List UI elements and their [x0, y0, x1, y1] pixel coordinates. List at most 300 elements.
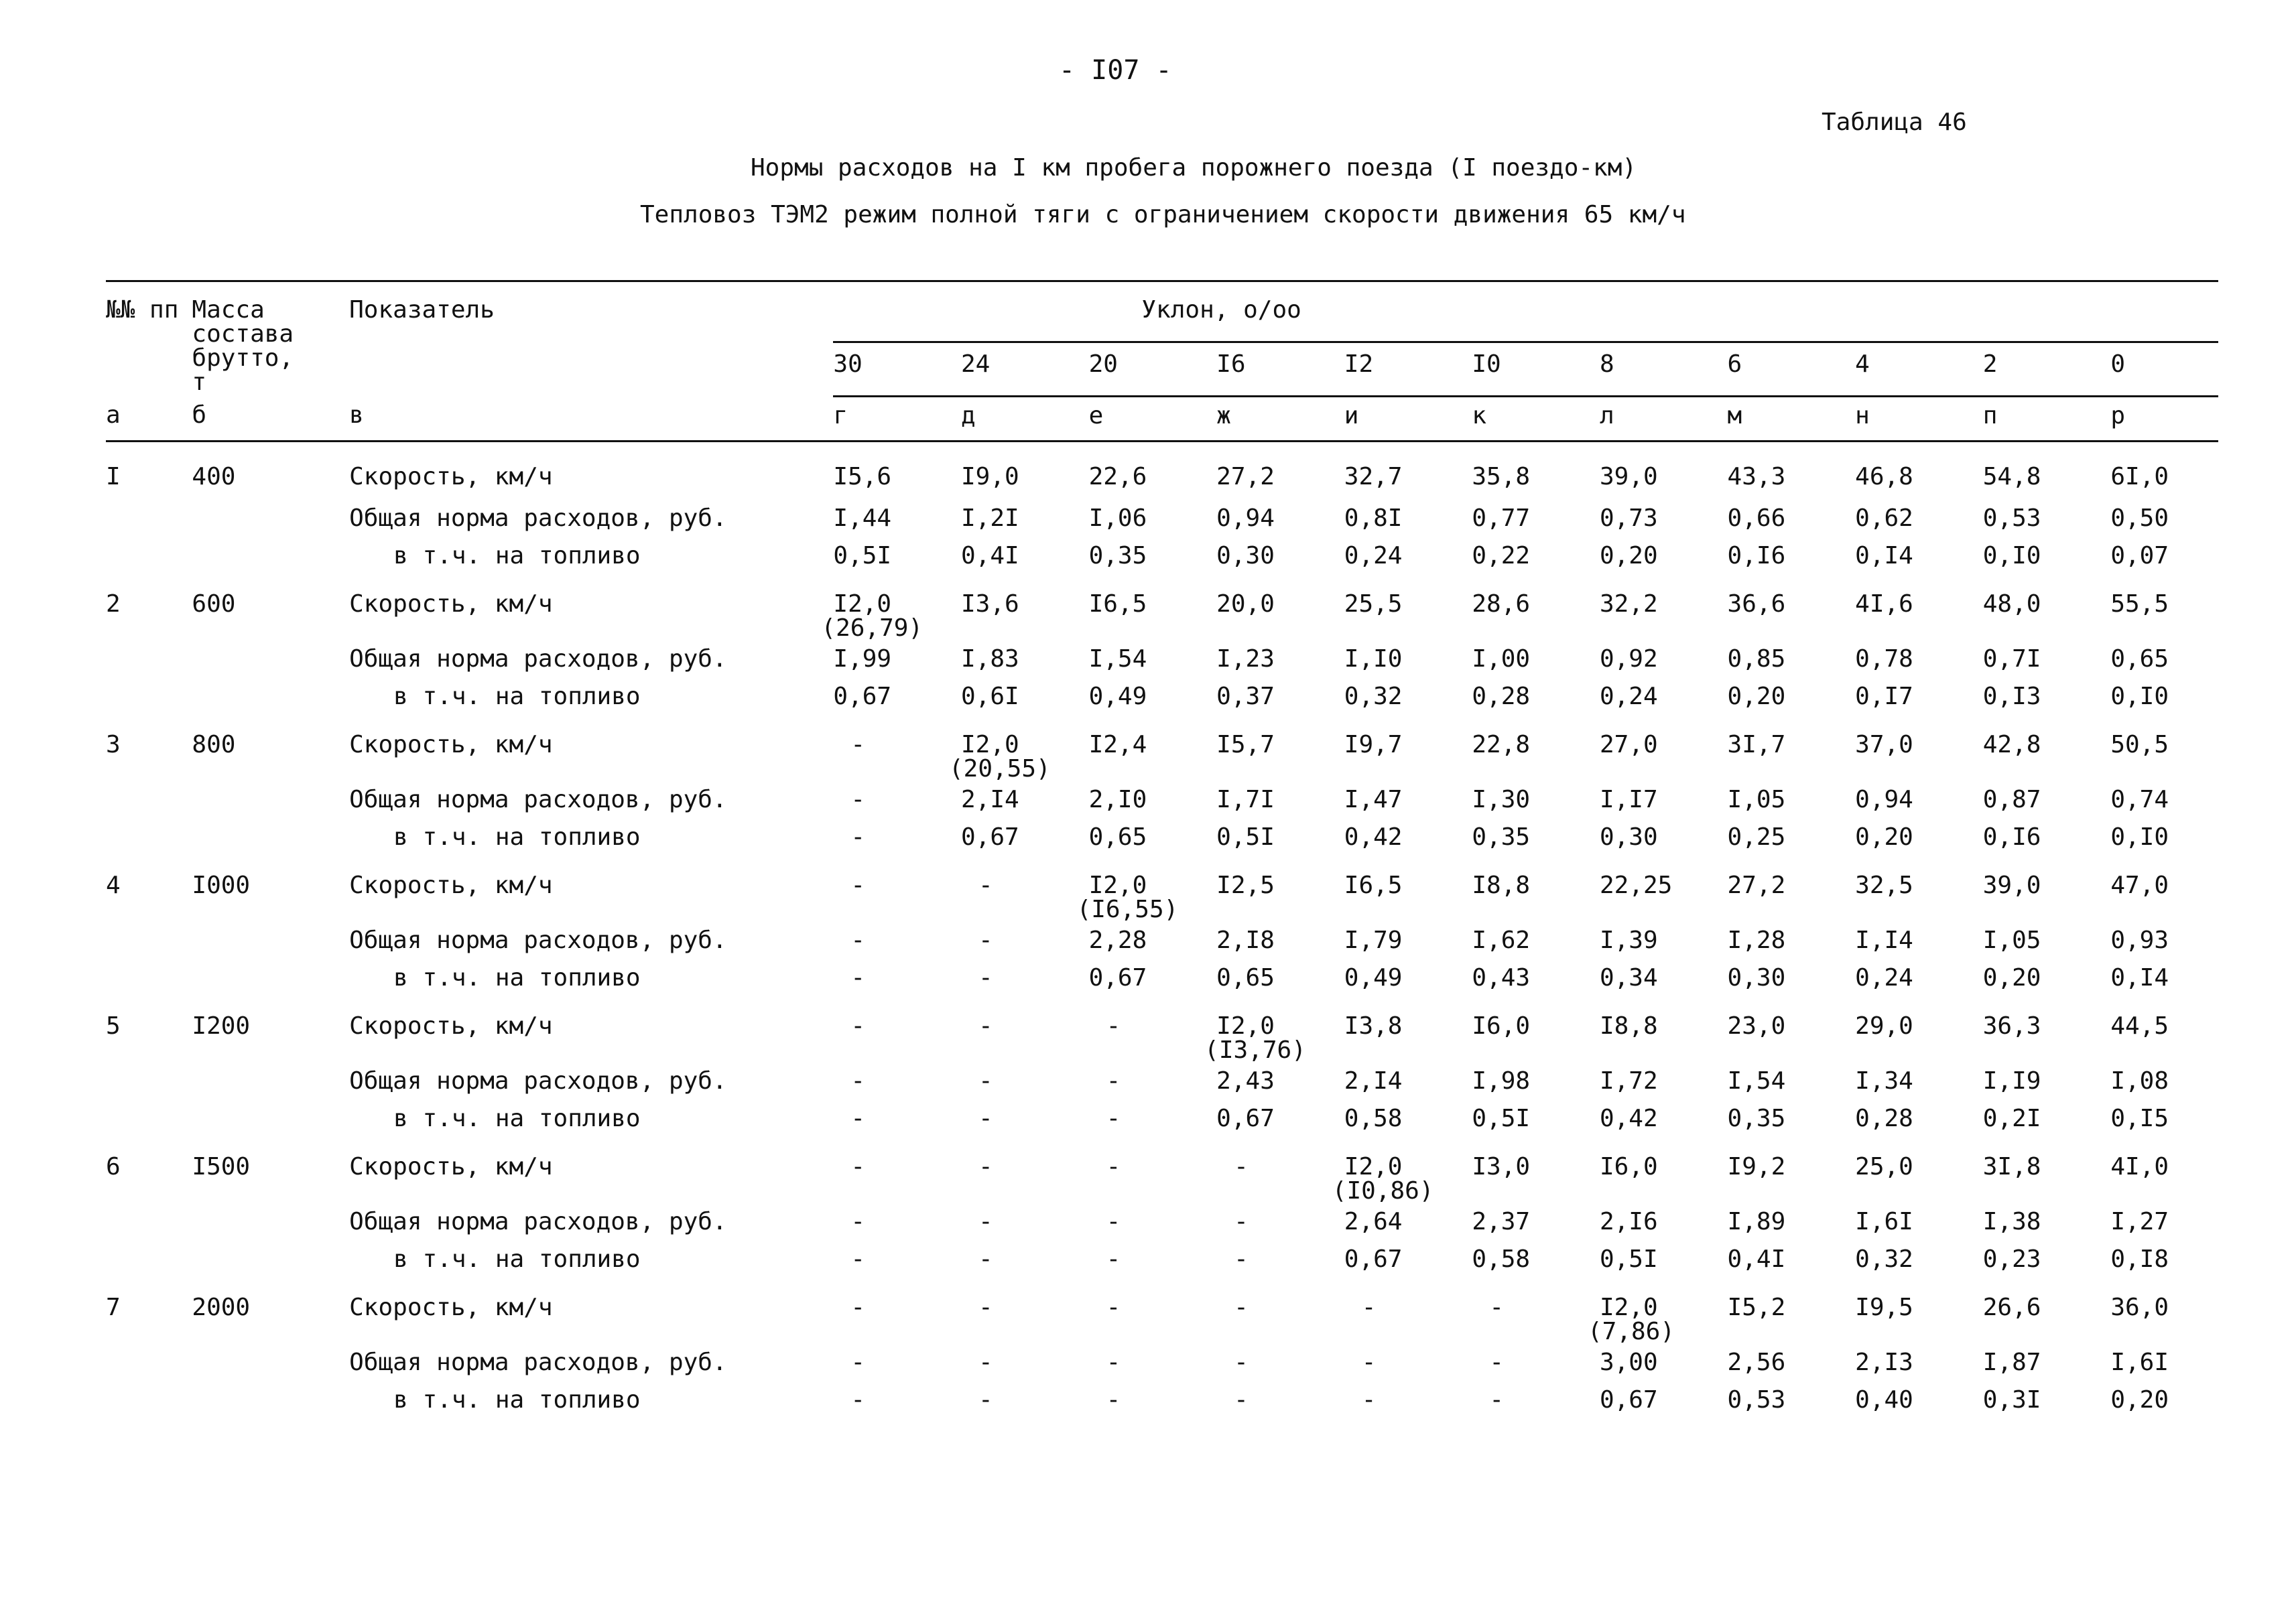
mass-cell: 800 — [192, 731, 236, 758]
table-row-fuel — [106, 537, 2218, 575]
speed-value-cell — [821, 575, 961, 642]
fuel-value-cell: 0,I5 — [2110, 1105, 2169, 1132]
speed-value-cell — [1728, 716, 1856, 781]
total-value-cell: - — [1234, 1208, 1249, 1235]
total-value-cell: - — [978, 927, 993, 954]
total-value-cell: - — [1361, 1349, 1377, 1376]
row-number-cell: 3 — [106, 731, 121, 758]
speed-value: 43,3 — [1727, 463, 1786, 490]
speed-value: I5,2 — [1727, 1294, 1786, 1321]
total-value-cell: - — [850, 786, 866, 813]
total-value-cell: I,6I — [2110, 1349, 2169, 1376]
fuel-value-cell: 0,2I — [1982, 1105, 2041, 1132]
speed-value-cell — [1344, 997, 1472, 1063]
total-value-cell: I,83 — [960, 645, 1019, 673]
mass-cell: I200 — [192, 1012, 251, 1040]
empty-cell — [106, 922, 192, 959]
total-value-cell: 0,94 — [1855, 786, 1913, 813]
total-value-cell: 2,56 — [1727, 1349, 1786, 1376]
speed-value: 25,5 — [1344, 590, 1403, 618]
header-mass-text: Масса состава брутто, т — [192, 296, 294, 396]
speed-value-cell — [1983, 575, 2111, 640]
fuel-value-cell: 0,4I — [1727, 1245, 1786, 1273]
mass-cell: I500 — [192, 1153, 251, 1180]
speed-value-cell — [1472, 856, 1600, 922]
speed-value: I9,0 — [960, 463, 1019, 490]
speed-value: I2,0 — [960, 731, 1019, 758]
speed-value-cell — [961, 575, 1089, 640]
speed-value: I3,0 — [1472, 1153, 1531, 1180]
speed-value-cell — [1332, 1138, 1472, 1205]
total-value-cell: I,7I — [1216, 786, 1275, 813]
speed-value-cell — [2110, 997, 2218, 1063]
column-letter-cell: д — [961, 397, 1089, 442]
fuel-value-cell: 0,35 — [1088, 542, 1147, 569]
slope-header-cell: 8 — [1600, 342, 1728, 397]
indicator-label-cell: Общая норма расходов, руб. — [349, 786, 727, 813]
table-label: Таблица 46 — [1822, 109, 1967, 136]
speed-value: - — [1106, 1294, 1121, 1321]
header-slope-group — [833, 281, 2218, 342]
speed-value-cell — [1728, 856, 1856, 922]
fuel-value-cell: 0,I8 — [2110, 1245, 2169, 1273]
total-value-cell: 0,73 — [1599, 504, 1658, 532]
table-row-total — [106, 1344, 2218, 1381]
fuel-value-cell: - — [978, 964, 993, 992]
column-letter-cell: и — [1344, 397, 1472, 442]
empty-cell — [106, 640, 192, 678]
speed-value-cell — [1983, 1278, 2111, 1344]
empty-cell — [192, 922, 349, 959]
column-letter-cell: н — [1855, 397, 1983, 442]
speed-value-cell — [833, 442, 961, 500]
column-letter-cell: г — [833, 397, 961, 442]
total-value-cell: I,05 — [1727, 786, 1786, 813]
slope-header-cell: 20 — [1089, 342, 1217, 397]
total-value-cell: 2,I3 — [1855, 1349, 1913, 1376]
empty-cell — [106, 537, 192, 575]
empty-cell — [192, 537, 349, 575]
fuel-value-cell: 0,24 — [1855, 964, 1913, 992]
column-letter-cell: к — [1472, 397, 1600, 442]
speed-value: I6,5 — [1088, 590, 1147, 618]
table-row-speed — [106, 1138, 2218, 1203]
speed-value-cell — [1600, 1138, 1728, 1203]
fuel-value-cell: - — [978, 1105, 993, 1132]
total-value-cell: I,I0 — [1344, 645, 1403, 673]
speed-value-cell — [1983, 716, 2111, 781]
speed-limit-note: (26,79) — [821, 614, 923, 642]
speed-value: 36,0 — [2110, 1294, 2169, 1321]
mass-cell: 2000 — [192, 1294, 251, 1321]
speed-value-cell — [2110, 856, 2218, 922]
fuel-value-cell: 0,58 — [1472, 1245, 1531, 1273]
speed-value-cell — [1728, 442, 1856, 500]
fuel-value-cell: 0,20 — [1982, 964, 2041, 992]
speed-value: 22,8 — [1472, 731, 1531, 758]
speed-value: 22,6 — [1088, 463, 1147, 490]
fuel-value-cell: 0,I4 — [1855, 542, 1913, 569]
total-value-cell: 2,37 — [1472, 1208, 1531, 1235]
speed-limit-note: (I6,55) — [1076, 896, 1179, 923]
speed-value-cell — [961, 442, 1089, 500]
speed-value: 4I,0 — [2110, 1153, 2169, 1180]
speed-value-cell — [1216, 442, 1344, 500]
total-value-cell: I,89 — [1727, 1208, 1786, 1235]
indicator-label-cell: в т.ч. на топливо — [393, 542, 641, 569]
speed-value-cell — [1076, 856, 1217, 923]
speed-value: 26,6 — [1982, 1294, 2041, 1321]
speed-value: 22,25 — [1599, 872, 1673, 899]
speed-value-cell — [1089, 997, 1217, 1063]
slope-header-cell: I0 — [1472, 342, 1600, 397]
speed-value-cell — [1600, 856, 1728, 922]
empty-cell — [106, 959, 192, 997]
fuel-value-cell: 0,I4 — [2110, 964, 2169, 992]
fuel-value-cell: 0,I0 — [2110, 683, 2169, 710]
fuel-value-cell: 0,I6 — [1727, 542, 1786, 569]
slope-header-cell: 30 — [833, 342, 961, 397]
fuel-value-cell: 0,65 — [1216, 964, 1275, 992]
speed-value: I2,5 — [1216, 872, 1275, 899]
speed-value: I8,8 — [1599, 1012, 1658, 1040]
fuel-value-cell: 0,65 — [1088, 823, 1147, 851]
slope-header-cell: 6 — [1728, 342, 1856, 397]
speed-value: 6I,0 — [2110, 463, 2169, 490]
speed-value: 3I,8 — [1982, 1153, 2041, 1180]
fuel-value-cell: 0,25 — [1727, 823, 1786, 851]
column-letter-cell: ж — [1216, 397, 1344, 442]
fuel-value-cell: - — [1106, 1105, 1121, 1132]
speed-value: I2,0 — [1088, 872, 1147, 899]
fuel-value-cell: 0,07 — [2110, 542, 2169, 569]
speed-value-cell — [1983, 856, 2111, 922]
speed-value-cell — [2110, 575, 2218, 640]
speed-value: I9,7 — [1344, 731, 1403, 758]
speed-value-cell — [1472, 1278, 1600, 1344]
header-indicator — [349, 281, 833, 397]
empty-cell — [192, 500, 349, 537]
page-number: - I07 - — [1059, 55, 1172, 86]
speed-value: I2,0 — [1599, 1294, 1658, 1321]
total-value-cell: I,05 — [1982, 927, 2041, 954]
speed-value: 50,5 — [2110, 731, 2169, 758]
indicator-label-cell: Общая норма расходов, руб. — [349, 645, 727, 673]
total-value-cell: 0,66 — [1727, 504, 1786, 532]
indicator-label-cell: Общая норма расходов, руб. — [349, 1067, 727, 1095]
row-number-cell: 4 — [106, 872, 121, 899]
speed-limit-note: (I0,86) — [1332, 1177, 1434, 1205]
table-row-fuel — [106, 1241, 2218, 1278]
speed-value: - — [978, 1153, 993, 1180]
fuel-value-cell: - — [1234, 1245, 1249, 1273]
table-row-speed — [106, 1278, 2218, 1344]
table-row-speed — [106, 442, 2218, 500]
speed-value: I2,0 — [1216, 1012, 1275, 1040]
fuel-value-cell: 0,34 — [1599, 964, 1658, 992]
speed-value: I3,6 — [960, 590, 1019, 618]
speed-value-cell — [1855, 856, 1983, 922]
speed-value: - — [850, 1153, 866, 1180]
fuel-value-cell: - — [850, 1386, 866, 1414]
total-value-cell: I,47 — [1344, 786, 1403, 813]
total-value-cell: - — [978, 1349, 993, 1376]
fuel-value-cell: 0,20 — [1727, 683, 1786, 710]
total-value-cell: I,27 — [2110, 1208, 2169, 1235]
slope-header-cell: 0 — [2110, 342, 2218, 397]
total-value-cell: I,I9 — [1982, 1067, 2041, 1095]
total-value-cell: I,30 — [1472, 786, 1531, 813]
fuel-value-cell: 0,67 — [1216, 1105, 1275, 1132]
table-row-speed — [106, 716, 2218, 781]
speed-value: - — [1234, 1294, 1249, 1321]
speed-value-cell — [2110, 1278, 2218, 1344]
speed-value-cell — [1983, 1138, 2111, 1203]
total-value-cell: 0,92 — [1599, 645, 1658, 673]
total-value-cell: 0,94 — [1216, 504, 1275, 532]
speed-value: 36,3 — [1982, 1012, 2041, 1040]
table-row-speed — [106, 575, 2218, 640]
speed-value: - — [978, 1012, 993, 1040]
speed-value: I6,0 — [1472, 1012, 1531, 1040]
total-value-cell: 2,I4 — [1344, 1067, 1403, 1095]
indicator-label-cell: Скорость, км/ч — [349, 463, 553, 490]
speed-value-cell — [1344, 575, 1472, 640]
total-value-cell: - — [1106, 1208, 1121, 1235]
table-row-fuel — [106, 959, 2218, 997]
empty-cell — [192, 640, 349, 678]
fuel-value-cell: 0,67 — [1344, 1245, 1403, 1273]
fuel-value-cell: 0,35 — [1727, 1105, 1786, 1132]
fuel-value-cell: 0,20 — [2110, 1386, 2169, 1414]
total-value-cell: I,79 — [1344, 927, 1403, 954]
speed-value-cell — [1472, 997, 1600, 1063]
fuel-value-cell: 0,49 — [1088, 683, 1147, 710]
speed-value: - — [978, 1294, 993, 1321]
total-value-cell: 0,93 — [2110, 927, 2169, 954]
speed-value: 32,7 — [1344, 463, 1403, 490]
speed-value-cell — [1728, 1138, 1856, 1203]
total-value-cell: - — [1489, 1349, 1505, 1376]
fuel-value-cell: 0,22 — [1472, 542, 1531, 569]
speed-value-cell — [1344, 856, 1472, 922]
total-value-cell: 0,65 — [2110, 645, 2169, 673]
total-value-cell: - — [850, 927, 866, 954]
fuel-value-cell: - — [850, 823, 866, 851]
fuel-value-cell: 0,32 — [1855, 1245, 1913, 1273]
speed-value: - — [1234, 1153, 1249, 1180]
speed-value: I2,0 — [833, 590, 892, 618]
row-number-cell: 7 — [106, 1294, 121, 1321]
table-row-speed — [106, 856, 2218, 922]
speed-limit-note: (7,86) — [1587, 1318, 1675, 1345]
indicator-label-cell: Общая норма расходов, руб. — [349, 1208, 727, 1235]
fuel-value-cell: 0,I3 — [1982, 683, 2041, 710]
table-row-fuel — [106, 819, 2218, 856]
total-value-cell: 2,I6 — [1599, 1208, 1658, 1235]
empty-cell — [106, 1100, 192, 1138]
speed-value: 48,0 — [1982, 590, 2041, 618]
total-value-cell: - — [850, 1208, 866, 1235]
speed-value-cell — [1728, 575, 1856, 640]
indicator-label-cell: Скорость, км/ч — [349, 872, 553, 899]
speed-value-cell — [961, 856, 1089, 922]
indicator-label-cell: Общая норма расходов, руб. — [349, 1349, 727, 1376]
total-value-cell: - — [1106, 1067, 1121, 1095]
speed-value: I3,8 — [1344, 1012, 1403, 1040]
total-value-cell: 2,28 — [1088, 927, 1147, 954]
empty-cell — [192, 678, 349, 716]
column-letters-row — [106, 397, 2218, 442]
slope-header-cell: I2 — [1344, 342, 1472, 397]
speed-value-cell — [1587, 1278, 1728, 1345]
fuel-value-cell: 0,I0 — [2110, 823, 2169, 851]
mass-cell: I000 — [192, 872, 251, 899]
speed-value: 39,0 — [1599, 463, 1658, 490]
speed-value-cell — [1472, 716, 1600, 781]
table-row-total — [106, 500, 2218, 537]
fuel-value-cell: 0,42 — [1599, 1105, 1658, 1132]
speed-value: 32,5 — [1855, 872, 1913, 899]
fuel-value-cell: - — [850, 964, 866, 992]
total-value-cell: 0,50 — [2110, 504, 2169, 532]
speed-value-cell — [833, 1138, 961, 1203]
total-value-cell: I,08 — [2110, 1067, 2169, 1095]
speed-value: 35,8 — [1472, 463, 1531, 490]
column-letter-cell: л — [1600, 397, 1728, 442]
empty-cell — [192, 1241, 349, 1278]
total-value-cell: I,34 — [1855, 1067, 1913, 1095]
speed-value: - — [850, 1012, 866, 1040]
empty-cell — [192, 1381, 349, 1422]
speed-value-cell — [833, 856, 961, 922]
speed-value: I6,5 — [1344, 872, 1403, 899]
speed-value: I6,0 — [1599, 1153, 1658, 1180]
total-value-cell: I,87 — [1982, 1349, 2041, 1376]
speed-value-cell — [1855, 1138, 1983, 1203]
fuel-value-cell: 0,32 — [1344, 683, 1403, 710]
row-number-cell: 2 — [106, 590, 121, 618]
fuel-value-cell: 0,67 — [833, 683, 892, 710]
total-value-cell: I,23 — [1216, 645, 1275, 673]
speed-value-cell — [1089, 1138, 1217, 1203]
total-value-cell: 0,8I — [1344, 504, 1403, 532]
indicator-label-cell: в т.ч. на топливо — [393, 1105, 641, 1132]
total-value-cell: 0,7I — [1982, 645, 2041, 673]
speed-value-cell — [1344, 716, 1472, 781]
fuel-value-cell: 0,28 — [1472, 683, 1531, 710]
speed-value: 36,6 — [1727, 590, 1786, 618]
slope-header-cell: 2 — [1983, 342, 2111, 397]
total-value-cell: 0,53 — [1982, 504, 2041, 532]
mass-cell: 400 — [192, 463, 236, 490]
speed-value-cell — [1855, 1278, 1983, 1344]
indicator-label-cell: Общая норма расходов, руб. — [349, 927, 727, 954]
total-value-cell: 3,00 — [1599, 1349, 1658, 1376]
column-letter-cell: е — [1089, 397, 1217, 442]
row-number-cell: 5 — [106, 1012, 121, 1040]
column-letter-cell: б — [192, 397, 349, 442]
speed-value: 39,0 — [1982, 872, 2041, 899]
fuel-value-cell: - — [978, 1386, 993, 1414]
total-value-cell: 2,43 — [1216, 1067, 1275, 1095]
empty-cell — [192, 1063, 349, 1100]
table-title: Нормы расходов на I км пробега порожнего поезда (I поездо-км) — [751, 154, 1637, 182]
speed-value-cell — [1472, 1138, 1600, 1203]
column-letter-cell: р — [2110, 397, 2218, 442]
total-value-cell: 2,I0 — [1088, 786, 1147, 813]
empty-cell — [106, 1344, 192, 1381]
fuel-value-cell: - — [1106, 1245, 1121, 1273]
speed-value: 23,0 — [1727, 1012, 1786, 1040]
empty-cell — [106, 819, 192, 856]
fuel-value-cell: 0,5I — [833, 542, 892, 569]
empty-cell — [192, 959, 349, 997]
speed-value-cell — [1089, 442, 1217, 500]
total-value-cell: I,62 — [1472, 927, 1531, 954]
empty-cell — [192, 1203, 349, 1241]
speed-value-cell — [961, 1138, 1089, 1203]
fuel-value-cell: - — [850, 1105, 866, 1132]
empty-cell — [192, 781, 349, 819]
fuel-value-cell: 0,28 — [1855, 1105, 1913, 1132]
fuel-value-cell: 0,30 — [1727, 964, 1786, 992]
speed-value: - — [850, 872, 866, 899]
indicator-label-cell: в т.ч. на топливо — [393, 964, 641, 992]
indicator-label-cell: в т.ч. на топливо — [393, 1386, 641, 1414]
table-row-fuel — [106, 1381, 2218, 1422]
speed-value: - — [978, 872, 993, 899]
indicator-label-cell: Скорость, км/ч — [349, 590, 553, 618]
fuel-value-cell: 0,20 — [1855, 823, 1913, 851]
column-letter-cell: а — [106, 397, 192, 442]
header-indicator-text: Показатель — [349, 296, 495, 324]
empty-cell — [192, 1344, 349, 1381]
fuel-value-cell: 0,I0 — [1982, 542, 2041, 569]
row-number-cell: I — [106, 463, 121, 490]
total-value-cell: I,44 — [833, 504, 892, 532]
speed-value-cell — [1983, 997, 2111, 1063]
total-value-cell: I,I4 — [1855, 927, 1913, 954]
total-value-cell: I,54 — [1727, 1067, 1786, 1095]
total-value-cell: I,06 — [1088, 504, 1147, 532]
fuel-value-cell: 0,23 — [1982, 1245, 2041, 1273]
column-letter-cell: в — [349, 397, 833, 442]
speed-value-cell — [1216, 716, 1344, 781]
speed-value: I8,8 — [1472, 872, 1531, 899]
speed-value-cell — [1600, 997, 1728, 1063]
speed-value: 25,0 — [1855, 1153, 1913, 1180]
speed-value: 29,0 — [1855, 1012, 1913, 1040]
indicator-label-cell: в т.ч. на топливо — [393, 1245, 641, 1273]
slope-header-cell: 4 — [1855, 342, 1983, 397]
speed-value-cell — [961, 997, 1089, 1063]
speed-value-cell — [2110, 1138, 2218, 1203]
table-subtitle: Тепловоз ТЭМ2 режим полной тяги с ограничением скорости движения 65 км/ч — [640, 201, 1686, 228]
speed-value: 27,2 — [1216, 463, 1275, 490]
speed-value-cell — [2110, 442, 2218, 500]
table-row-fuel — [106, 1100, 2218, 1138]
speed-value: I5,7 — [1216, 731, 1275, 758]
total-value-cell: - — [978, 1208, 993, 1235]
speed-value: 20,0 — [1216, 590, 1275, 618]
table-row-total — [106, 781, 2218, 819]
speed-value: 46,8 — [1855, 463, 1913, 490]
fuel-value-cell: 0,43 — [1472, 964, 1531, 992]
fuel-value-cell: 0,53 — [1727, 1386, 1786, 1414]
mass-cell: 600 — [192, 590, 236, 618]
fuel-value-cell: 0,30 — [1216, 542, 1275, 569]
